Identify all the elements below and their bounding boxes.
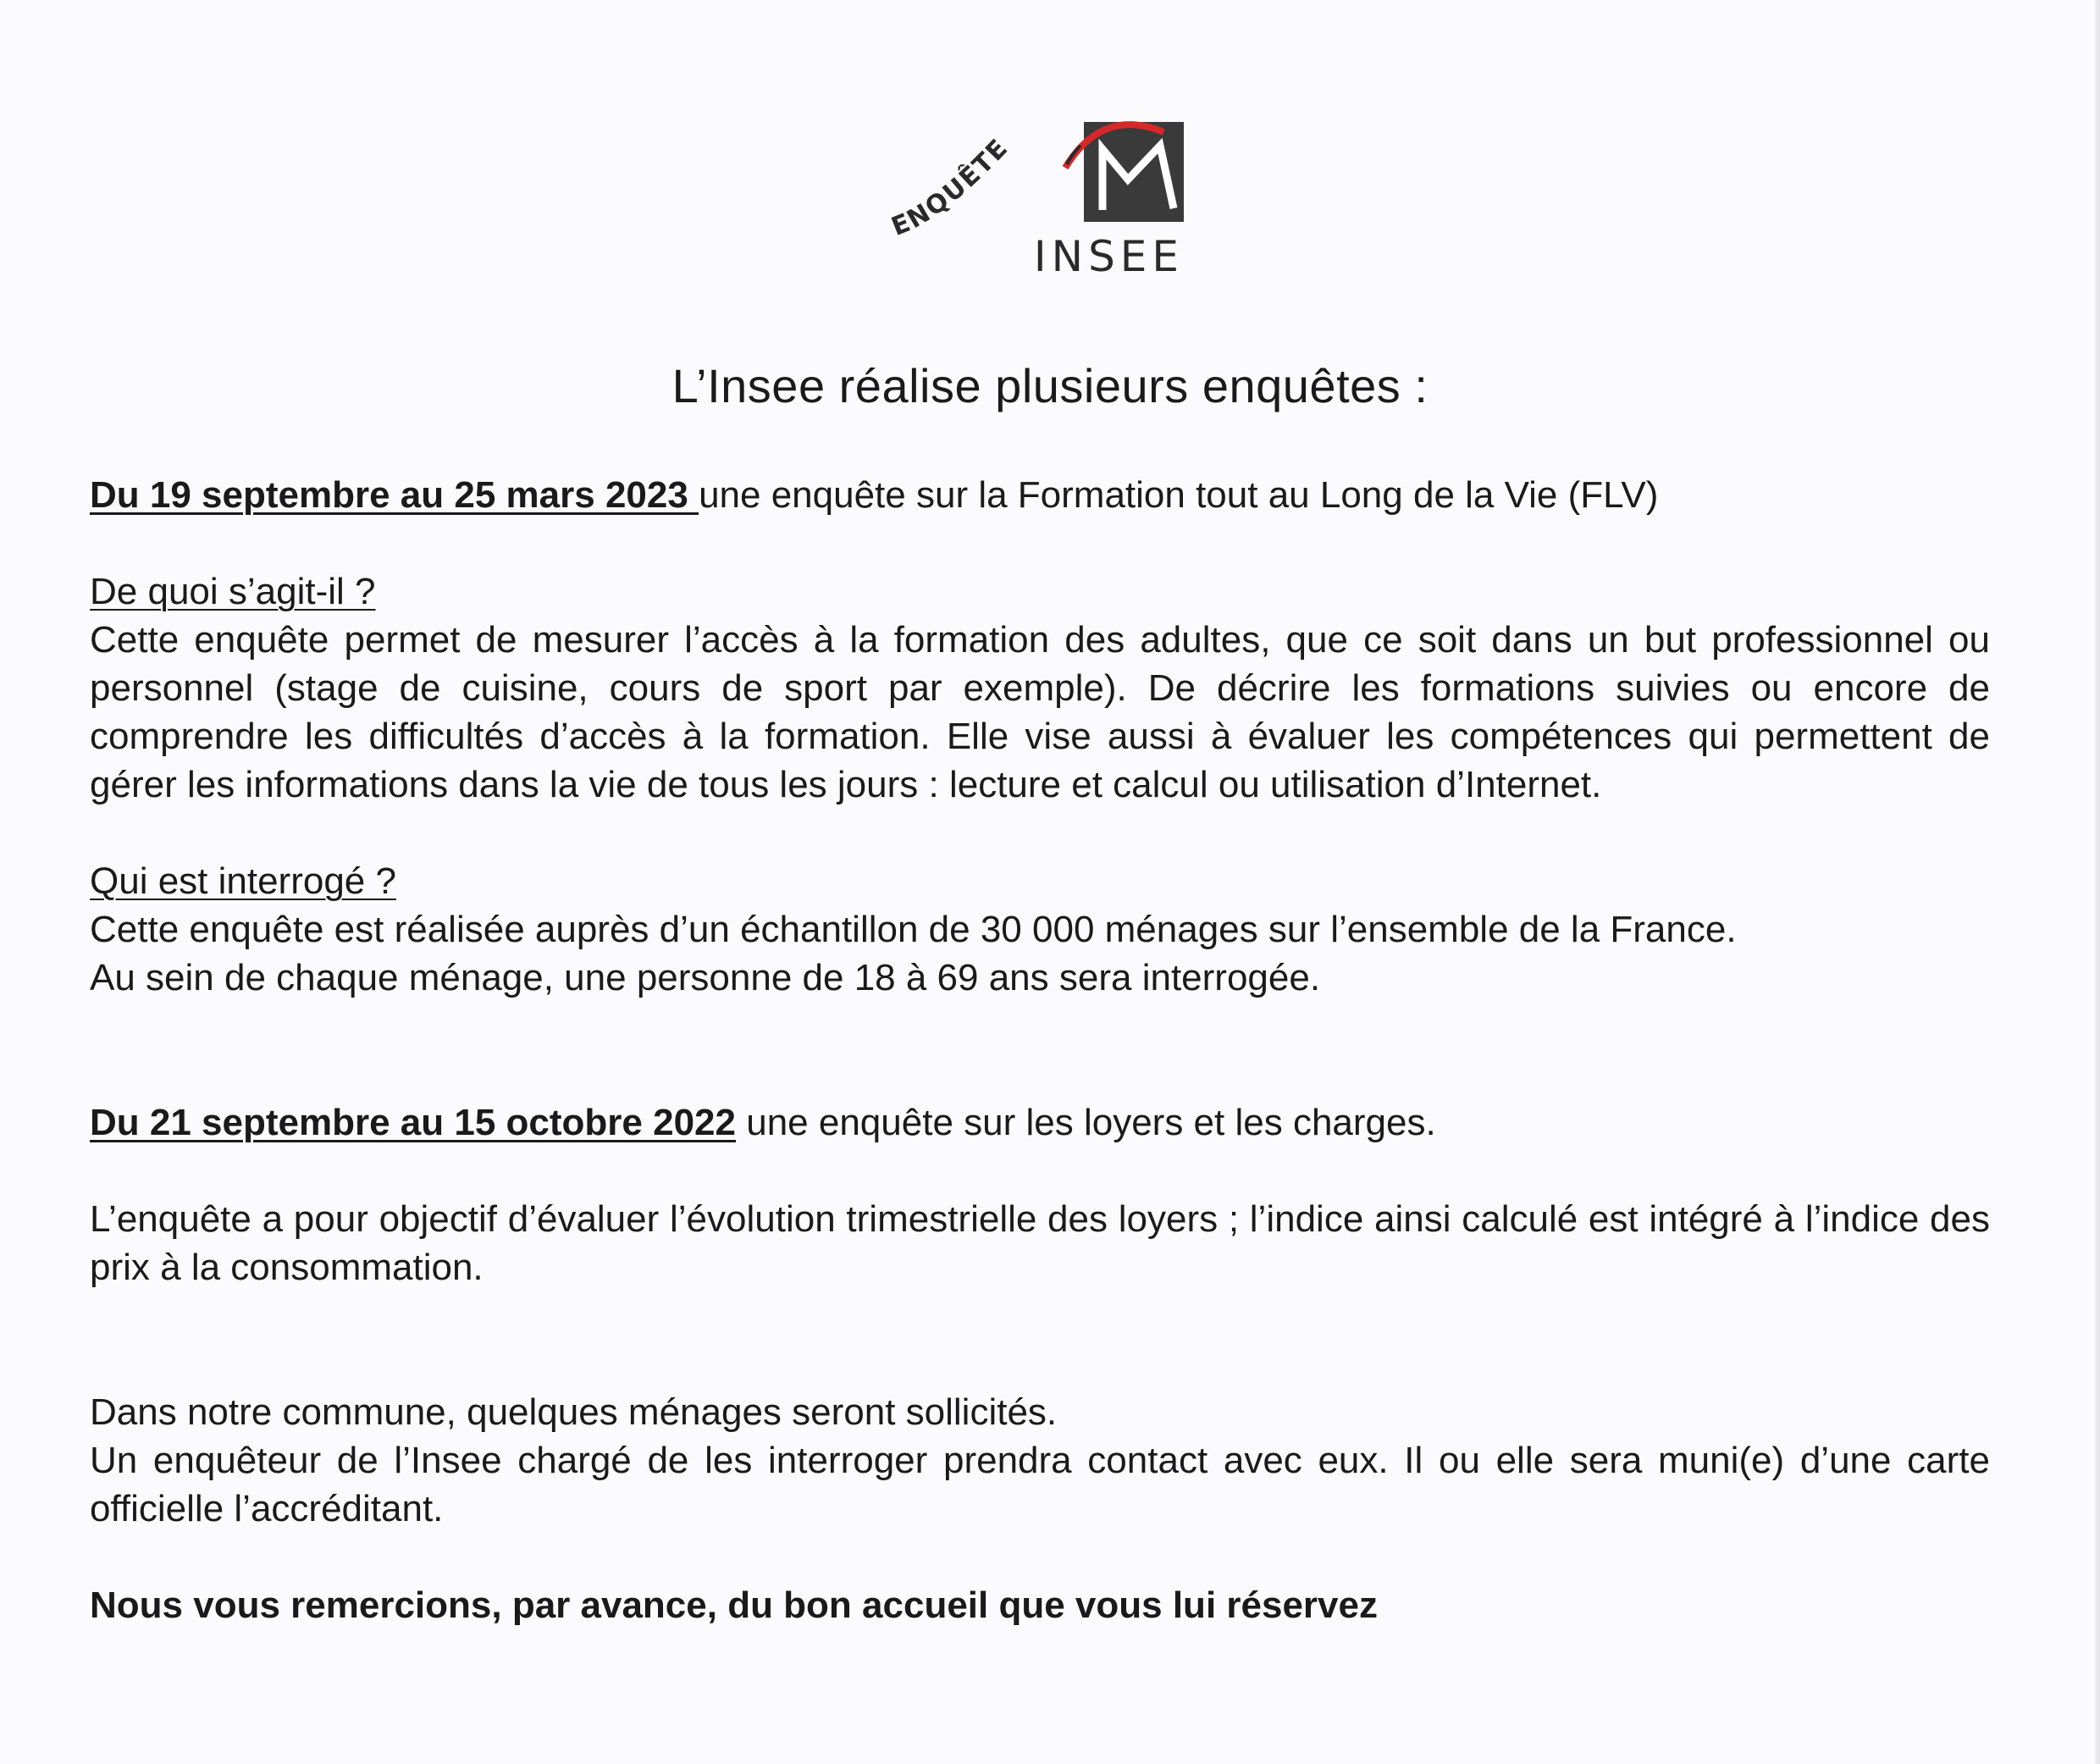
survey-flv-who-text-1: Cette enquête est réalisée auprès d’un échantillon de 30 000 ménages sur l’ensemble de la France.	[90, 909, 1737, 950]
survey-rent-description: une enquête sur les loyers et les charges.	[736, 1102, 1436, 1143]
document-body	[90, 471, 1990, 1629]
survey-rent-dates: Du 21 septembre au 15 octobre 2022	[90, 1102, 736, 1143]
survey-flv-description: une enquête sur la Formation tout au Long de la Vie (FLV)	[699, 474, 1659, 516]
logo-arc-tail	[1067, 146, 1080, 164]
survey-flv-intro	[90, 471, 1990, 519]
commune-line-1: Dans notre commune, quelques ménages seront sollicités.	[90, 1391, 1058, 1433]
enquete-ribbon-text: ENQUÊTE	[887, 132, 1015, 242]
insee-enquete-logo	[881, 108, 1202, 286]
page-title: L’Insee réalise plusieurs enquêtes :	[671, 359, 1429, 412]
survey-flv-who-heading: Qui est interrogé ?	[90, 860, 396, 902]
scan-edge	[2095, 0, 2100, 1764]
insee-logo-graphic	[881, 108, 1202, 286]
insee-brand-text: INSEE	[1033, 232, 1184, 281]
survey-rent-intro	[90, 1098, 1990, 1147]
survey-flv-who-text-2: Au sein de chaque ménage, une personne de 18 à 69 ans sera interrogée.	[90, 957, 1321, 998]
survey-flv-what-heading: De quoi s’agit-il ?	[90, 571, 376, 612]
survey-flv-dates: Du 19 septembre au 25 mars 2023	[90, 474, 699, 516]
commune-line-2: Un enquêteur de l’Insee chargé de les interroger prendra contact avec eux. Il ou elle sera muni(e) d’une carte officielle l’accréditant.	[90, 1440, 1990, 1529]
closing-thanks: Nous vous remercions, par avance, du bon accueil que vous lui réservez	[90, 1584, 1378, 1626]
survey-flv-what-text: Cette enquête permet de mesurer l’accès à la formation des adultes, que ce soit dans un but professionnel ou personnel (stage de cuisine, cours de sport par exemple). De décrire les formations suivies ou encore de comprendre les difficultés d’accès à la formation. Elle vise aussi à évaluer les compétences qui permettent de gérer les informations dans la vie de tous les jours : lecture et calcul ou utilisation d’Internet.	[90, 619, 1990, 805]
survey-rent-objective: L’enquête a pour objectif d’évaluer l’évolution trimestrielle des loyers ; l’indice ainsi calculé est intégré à l’indice des prix à la consommation.	[90, 1198, 1990, 1288]
